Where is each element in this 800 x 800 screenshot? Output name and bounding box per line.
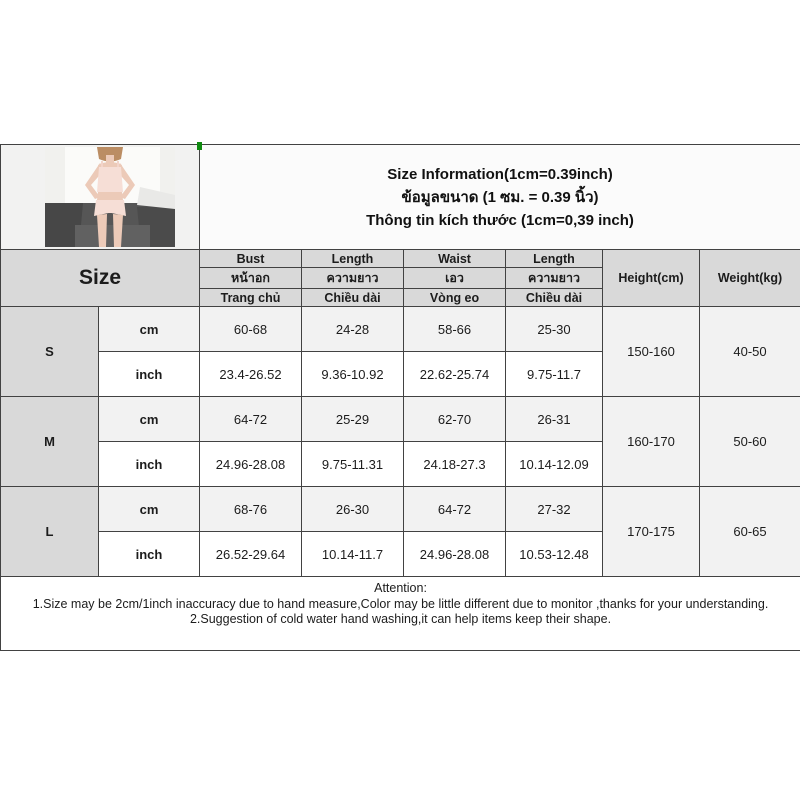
unit-label-cm: cm: [99, 397, 200, 442]
col-header-height: Height(cm): [603, 250, 700, 307]
cell-l-height: 170-175: [603, 487, 700, 577]
product-photo-image: [45, 147, 175, 247]
title-row: [1, 145, 800, 250]
cell-m-cm-bust: 64-72: [200, 397, 302, 442]
cell-s-weight: 40-50: [700, 307, 800, 397]
col-header-waist-en: Waist: [404, 250, 506, 268]
size-table: [0, 144, 800, 651]
col-header-length1-th: ความยาว: [302, 268, 404, 289]
green-corner-marker: [197, 142, 202, 150]
unit-label-inch: inch: [99, 352, 200, 397]
title-line-en: Size Information(1cm=0.39inch): [387, 165, 613, 183]
cell-m-inch-bust: 24.96-28.08: [200, 442, 302, 487]
cell-m-height: 160-170: [603, 397, 700, 487]
row-l-cm: [1, 487, 800, 532]
col-header-waist-th: เอว: [404, 268, 506, 289]
unit-label-inch: inch: [99, 532, 200, 577]
cell-s-inch-length2: 9.75-11.7: [506, 352, 603, 397]
cell-m-cm-length2: 26-31: [506, 397, 603, 442]
cell-m-cm-waist: 62-70: [404, 397, 506, 442]
cell-l-inch-length1: 10.14-11.7: [302, 532, 404, 577]
row-s-cm: [1, 307, 800, 352]
cell-m-cm-length1: 25-29: [302, 397, 404, 442]
col-header-length2-th: ความยาว: [506, 268, 603, 289]
col-header-length2-vi: Chiều dài: [506, 289, 603, 307]
cell-l-inch-waist: 24.96-28.08: [404, 532, 506, 577]
cell-s-inch-bust: 23.4-26.52: [200, 352, 302, 397]
row-m-cm: [1, 397, 800, 442]
cell-m-inch-length2: 10.14-12.09: [506, 442, 603, 487]
unit-label-cm: cm: [99, 307, 200, 352]
product-photo-cell: [1, 145, 200, 250]
attention-row: [1, 577, 800, 651]
size-header: Size: [1, 250, 200, 307]
attention-cell: [1, 577, 800, 651]
col-header-length2-en: Length: [506, 250, 603, 268]
title-line-vi: Thông tin kích thước (1cm=0,39 inch): [366, 211, 634, 229]
unit-label-inch: inch: [99, 442, 200, 487]
col-header-waist-vi: Vòng eo: [404, 289, 506, 307]
cell-m-inch-length1: 9.75-11.31: [302, 442, 404, 487]
size-label-s: S: [1, 307, 99, 397]
col-header-bust-th: หน้าอก: [200, 268, 302, 289]
title-line-th: ข้อมูลขนาด (1 ซม. = 0.39 นิ้ว): [401, 188, 599, 206]
cell-l-cm-length1: 26-30: [302, 487, 404, 532]
cell-s-cm-length2: 25-30: [506, 307, 603, 352]
cell-l-weight: 60-65: [700, 487, 800, 577]
attention-line-1: 1.Size may be 2cm/1inch inaccuracy due to hand measure,Color may be little different due to monitor ,thanks for your understanding.: [32, 596, 769, 611]
product-photo: [1, 145, 199, 249]
cell-s-inch-length1: 9.36-10.92: [302, 352, 404, 397]
cell-m-weight: 50-60: [700, 397, 800, 487]
cell-l-cm-waist: 64-72: [404, 487, 506, 532]
cell-s-cm-length1: 24-28: [302, 307, 404, 352]
unit-label-cm: cm: [99, 487, 200, 532]
cell-s-height: 150-160: [603, 307, 700, 397]
cell-l-inch-length2: 10.53-12.48: [506, 532, 603, 577]
col-header-bust-vi: Trang chủ: [200, 289, 302, 307]
attention-title: Attention:: [374, 581, 427, 595]
size-label-l: L: [1, 487, 99, 577]
cell-s-cm-waist: 58-66: [404, 307, 506, 352]
cell-s-inch-waist: 22.62-25.74: [404, 352, 506, 397]
col-header-bust-en: Bust: [200, 250, 302, 268]
cell-s-cm-bust: 60-68: [200, 307, 302, 352]
cell-l-inch-bust: 26.52-29.64: [200, 532, 302, 577]
cell-m-inch-waist: 24.18-27.3: [404, 442, 506, 487]
col-header-length1-en: Length: [302, 250, 404, 268]
header-row-en: [1, 250, 800, 268]
col-header-length1-vi: Chiều dài: [302, 289, 404, 307]
size-chart-sheet: [0, 144, 800, 651]
col-header-weight: Weight(kg): [700, 250, 800, 307]
size-info-title-cell: [200, 145, 800, 250]
cell-l-cm-length2: 27-32: [506, 487, 603, 532]
cell-l-cm-bust: 68-76: [200, 487, 302, 532]
size-label-m: M: [1, 397, 99, 487]
attention-line-2: 2.Suggestion of cold water hand washing,it can help items keep their shape.: [189, 612, 612, 626]
